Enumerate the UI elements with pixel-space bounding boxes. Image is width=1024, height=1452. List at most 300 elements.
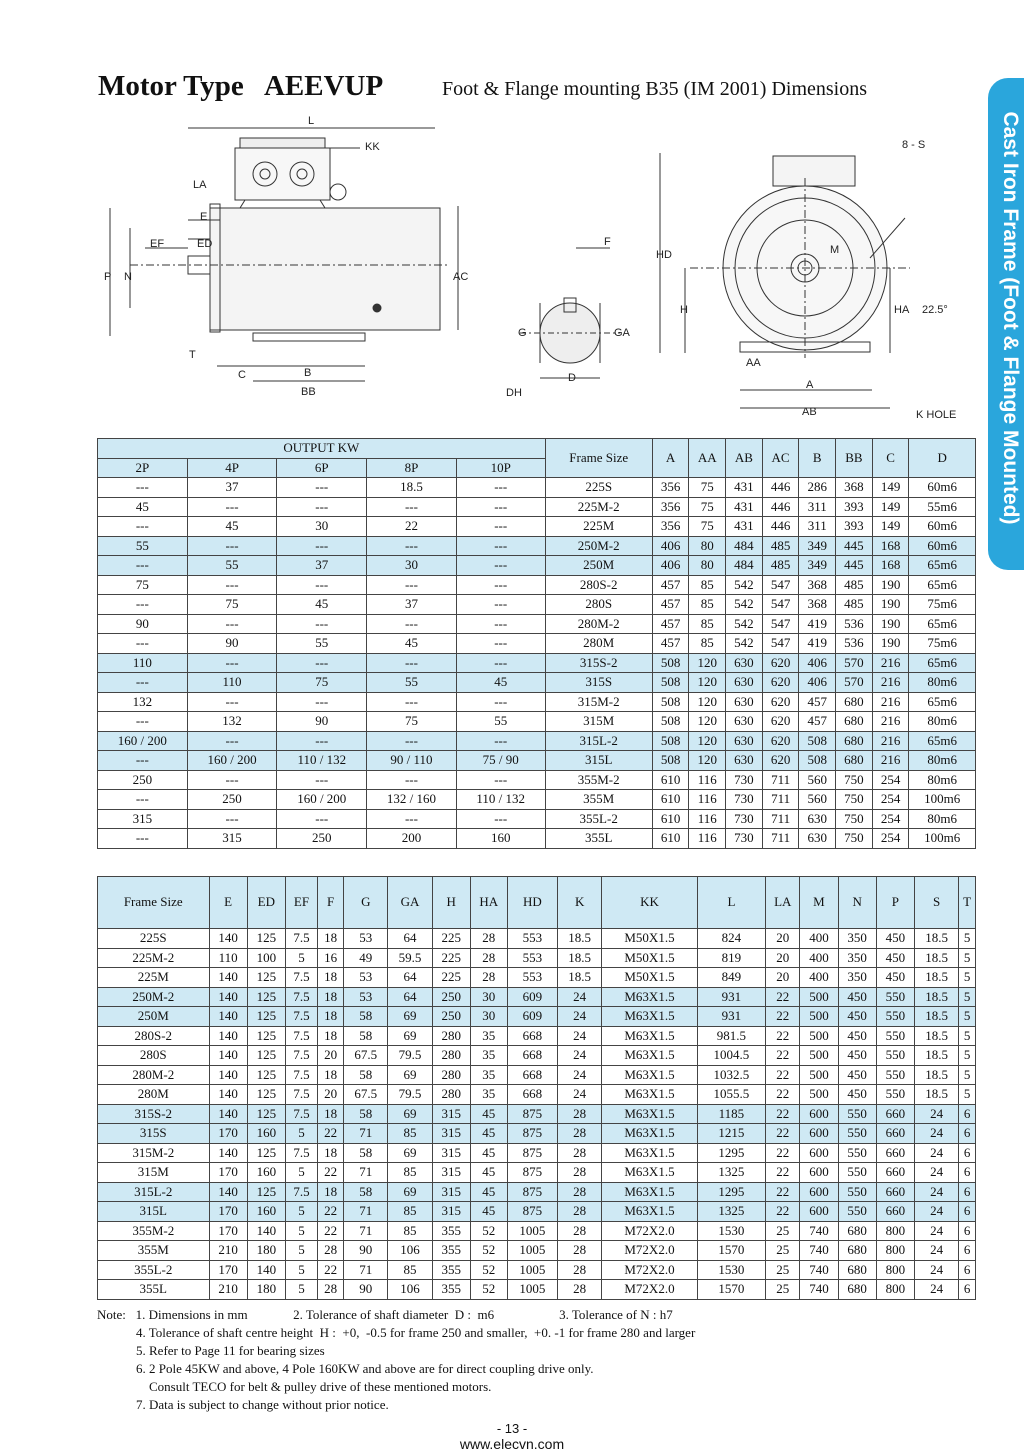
table-cell: 630: [726, 673, 763, 693]
table-cell: 125: [247, 1065, 285, 1085]
table-cell: 85: [388, 1163, 432, 1183]
table-cell: 22: [766, 987, 800, 1007]
table-cell: 125: [247, 1026, 285, 1046]
note-line: 5. Refer to Page 11 for bearing sizes: [97, 1343, 325, 1358]
table-cell: ---: [456, 731, 545, 751]
table-cell: 55: [456, 712, 545, 732]
table-cell: 225: [432, 968, 470, 988]
table-cell: 28: [318, 1241, 344, 1261]
table-cell: 668: [507, 1046, 557, 1066]
table-cell: 500: [800, 1007, 838, 1027]
table-cell: 250: [432, 1007, 470, 1027]
table-cell: 5: [285, 1202, 317, 1222]
table-cell: 311: [799, 517, 836, 537]
table-cell: 64: [388, 987, 432, 1007]
table-cell: 28: [558, 1241, 602, 1261]
table-cell: 125: [247, 1143, 285, 1163]
table-cell: 508: [652, 731, 689, 751]
table-cell: 630: [726, 751, 763, 771]
table-header-cell: ED: [247, 877, 285, 929]
table-cell: 100m6: [909, 829, 976, 849]
table-cell: 450: [876, 948, 914, 968]
table-cell: 7.5: [285, 968, 317, 988]
table-cell: 65m6: [909, 575, 976, 595]
table-cell: 355: [432, 1221, 470, 1241]
table-cell: 680: [836, 731, 873, 751]
table-cell: 6: [959, 1221, 976, 1241]
table-cell: 85: [388, 1202, 432, 1222]
label-G: G: [518, 327, 527, 339]
table-cell: 25: [766, 1221, 800, 1241]
table-cell: 250: [277, 829, 367, 849]
table-cell: 80: [689, 536, 726, 556]
table-cell: 45: [187, 517, 277, 537]
table-cell: 446: [762, 478, 799, 498]
table-cell: 160: [247, 1202, 285, 1222]
table-cell: ---: [367, 614, 457, 634]
table-cell: 35: [470, 1046, 507, 1066]
table-cell: 60m6: [909, 536, 976, 556]
table-cell: ---: [98, 751, 188, 771]
table-cell: 250M: [98, 1007, 210, 1027]
table-cell: 30: [277, 517, 367, 537]
table-cell: 315S-2: [98, 1104, 210, 1124]
table-cell: 446: [762, 517, 799, 537]
table-cell: 800: [876, 1260, 914, 1280]
table-cell: 6: [959, 1280, 976, 1300]
label-BB: BB: [301, 386, 316, 398]
label-C: C: [238, 369, 246, 381]
table-cell: 280: [432, 1065, 470, 1085]
table-cell: 600: [800, 1163, 838, 1183]
table-cell: 52: [470, 1260, 507, 1280]
table-row: [98, 790, 976, 810]
table-cell: ---: [367, 809, 457, 829]
table-cell: 18.5: [558, 948, 602, 968]
table-cell: 800: [876, 1221, 914, 1241]
table-cell: 80m6: [909, 712, 976, 732]
table-cell: 149: [872, 478, 909, 498]
table-cell: 1032.5: [697, 1065, 765, 1085]
table-cell: 75: [689, 517, 726, 537]
table-cell: 20: [318, 1046, 344, 1066]
table-cell: 90: [277, 712, 367, 732]
table-cell: 457: [652, 575, 689, 595]
table-cell: 1005: [507, 1280, 557, 1300]
table-cell: 750: [836, 770, 873, 790]
frame-dimensions-table: [97, 876, 976, 1300]
table-cell: 22: [318, 1124, 344, 1144]
table-cell: 5: [285, 1124, 317, 1144]
table-cell: 800: [876, 1241, 914, 1261]
table-cell: 824: [697, 929, 765, 949]
table-cell: 553: [507, 948, 557, 968]
table-cell: 668: [507, 1026, 557, 1046]
table-cell: 149: [872, 517, 909, 537]
table-cell: 286: [799, 478, 836, 498]
table-header-cell: HD: [507, 877, 557, 929]
table-cell: 24: [558, 1026, 602, 1046]
table-cell: 160 / 200: [98, 731, 188, 751]
table-cell: 71: [344, 1221, 388, 1241]
table-cell: 630: [799, 829, 836, 849]
pole-header: 4P: [187, 458, 277, 478]
table-cell: 55: [187, 556, 277, 576]
table-cell: 75: [277, 673, 367, 693]
table-cell: 37: [187, 478, 277, 498]
label-S: 8 - S: [902, 139, 926, 151]
table-cell: 18.5: [914, 1046, 958, 1066]
table-cell: 680: [838, 1221, 876, 1241]
table-cell: 67.5: [344, 1085, 388, 1105]
table-cell: 356: [652, 517, 689, 537]
table-cell: 485: [762, 536, 799, 556]
table-cell: 225: [432, 929, 470, 949]
table-cell: 355: [432, 1280, 470, 1300]
table-cell: 630: [726, 692, 763, 712]
table-cell: 550: [876, 1065, 914, 1085]
table-cell: ---: [98, 829, 188, 849]
table-cell: 6: [959, 1241, 976, 1261]
table-cell: 28: [558, 1280, 602, 1300]
table-cell: 315: [432, 1163, 470, 1183]
table-cell: 60m6: [909, 517, 976, 537]
table-cell: 225S: [545, 478, 652, 498]
table-cell: 100: [247, 948, 285, 968]
table-cell: 450: [838, 1085, 876, 1105]
side-tab-label: Cast Iron Frame (Foot & Flange Mounted): [999, 111, 1022, 525]
table-row: [98, 1280, 976, 1300]
table-cell: 71: [344, 1260, 388, 1280]
table-cell: 5: [285, 1260, 317, 1280]
table-cell: 79.5: [388, 1046, 432, 1066]
table-cell: 485: [762, 556, 799, 576]
table-cell: 1530: [697, 1221, 765, 1241]
table-cell: ---: [187, 731, 277, 751]
table-cell: 65m6: [909, 614, 976, 634]
table-cell: 355: [432, 1241, 470, 1261]
table-cell: 69: [388, 1065, 432, 1085]
table-cell: 85: [388, 1124, 432, 1144]
table-row: [98, 1143, 976, 1163]
table-cell: 22: [367, 517, 457, 537]
table-cell: 668: [507, 1065, 557, 1085]
table-cell: 28: [558, 1143, 602, 1163]
table-cell: 355M: [98, 1241, 210, 1261]
table-row: [98, 829, 976, 849]
table-cell: 547: [762, 575, 799, 595]
pole-header: 6P: [277, 458, 367, 478]
table-cell: ---: [456, 809, 545, 829]
table-cell: 65m6: [909, 692, 976, 712]
table-cell: 22: [318, 1163, 344, 1183]
label-HD: HD: [656, 249, 672, 261]
table-cell: 18.5: [914, 987, 958, 1007]
table-row: [98, 595, 976, 615]
table-cell: 315M: [545, 712, 652, 732]
table-cell: 85: [689, 614, 726, 634]
table-cell: 660: [876, 1202, 914, 1222]
table-cell: 280M-2: [545, 614, 652, 634]
table-cell: 508: [652, 692, 689, 712]
table-cell: ---: [187, 536, 277, 556]
table-cell: 18: [318, 968, 344, 988]
table-cell: 500: [800, 1046, 838, 1066]
table-cell: 28: [558, 1202, 602, 1222]
motor-side-view: [110, 128, 458, 381]
table-cell: 28: [558, 1182, 602, 1202]
table-cell: 484: [726, 556, 763, 576]
label-T: T: [189, 349, 196, 361]
table-cell: M63X1.5: [602, 1085, 697, 1105]
table-cell: 355L: [545, 829, 652, 849]
table-cell: M72X2.0: [602, 1241, 697, 1261]
table-cell: 25: [766, 1260, 800, 1280]
table-cell: 24: [558, 1046, 602, 1066]
table-cell: 355M: [545, 790, 652, 810]
table-cell: 75m6: [909, 634, 976, 654]
table-cell: 315S: [545, 673, 652, 693]
shaft-section: [520, 248, 620, 378]
table-cell: 110 / 132: [277, 751, 367, 771]
table-cell: ---: [367, 536, 457, 556]
table-cell: 450: [876, 929, 914, 949]
table-cell: 550: [876, 1026, 914, 1046]
table-cell: ---: [187, 614, 277, 634]
table-cell: 80m6: [909, 770, 976, 790]
table-cell: 180: [247, 1280, 285, 1300]
table-cell: 125: [247, 1085, 285, 1105]
table-cell: 355L-2: [98, 1260, 210, 1280]
table-cell: 315M-2: [545, 692, 652, 712]
table-cell: 28: [470, 968, 507, 988]
table-cell: 508: [799, 731, 836, 751]
table-cell: 5: [285, 1221, 317, 1241]
label-HA: HA: [894, 304, 910, 316]
table-cell: 210: [209, 1280, 247, 1300]
table-cell: ---: [367, 731, 457, 751]
table-cell: 170: [209, 1221, 247, 1241]
table-cell: 406: [652, 556, 689, 576]
table-cell: ---: [456, 614, 545, 634]
table-cell: 120: [689, 692, 726, 712]
table-cell: 680: [838, 1241, 876, 1261]
table-cell: 6: [959, 1202, 976, 1222]
table-cell: 5: [285, 1280, 317, 1300]
table-row: [98, 478, 976, 498]
table-cell: 315L-2: [98, 1182, 210, 1202]
table-cell: M63X1.5: [602, 1182, 697, 1202]
table-cell: 18.5: [914, 1085, 958, 1105]
table-cell: 18: [318, 929, 344, 949]
table-row: [98, 751, 976, 771]
table-cell: 7.5: [285, 929, 317, 949]
table-cell: ---: [367, 770, 457, 790]
table-cell: 80m6: [909, 751, 976, 771]
table-cell: 58: [344, 1065, 388, 1085]
table1-header-cell: C: [872, 439, 909, 478]
table-row: [98, 536, 976, 556]
table-cell: ---: [98, 712, 188, 732]
table-cell: 69: [388, 1007, 432, 1027]
table-cell: ---: [277, 731, 367, 751]
table-cell: 1005: [507, 1221, 557, 1241]
table-cell: 547: [762, 634, 799, 654]
table-header-cell: L: [697, 877, 765, 929]
table-cell: 45: [470, 1202, 507, 1222]
table-cell: 7.5: [285, 1007, 317, 1027]
table-cell: 24: [914, 1221, 958, 1241]
table-cell: 225M: [98, 968, 210, 988]
table-cell: 445: [836, 556, 873, 576]
table-cell: 110: [209, 948, 247, 968]
table-cell: ---: [277, 653, 367, 673]
table-cell: 90: [98, 614, 188, 634]
table-cell: 280: [432, 1026, 470, 1046]
table-cell: 620: [762, 653, 799, 673]
label-K-hole: K HOLE: [916, 409, 957, 421]
table-cell: 560: [799, 790, 836, 810]
table-cell: 125: [247, 1007, 285, 1027]
table-header-cell: LA: [766, 877, 800, 929]
table-cell: 140: [247, 1260, 285, 1280]
table-cell: 225M-2: [98, 948, 210, 968]
table-cell: ---: [187, 575, 277, 595]
table-cell: 24: [914, 1104, 958, 1124]
table-cell: 20: [766, 948, 800, 968]
table-cell: M63X1.5: [602, 1046, 697, 1066]
table-cell: 85: [388, 1221, 432, 1241]
table-cell: 1004.5: [697, 1046, 765, 1066]
table-cell: 58: [344, 1007, 388, 1027]
table-cell: 120: [689, 751, 726, 771]
table-cell: 355M-2: [545, 770, 652, 790]
table-cell: 250: [187, 790, 277, 810]
table-cell: 750: [836, 790, 873, 810]
table-cell: 740: [800, 1280, 838, 1300]
table-cell: 80m6: [909, 809, 976, 829]
table-cell: 740: [800, 1221, 838, 1241]
table-cell: 254: [872, 770, 909, 790]
table-cell: 1185: [697, 1104, 765, 1124]
table-header-cell: EF: [285, 877, 317, 929]
table-cell: 500: [800, 1085, 838, 1105]
table-cell: 24: [914, 1163, 958, 1183]
table-cell: 931: [697, 987, 765, 1007]
table-header-cell: Frame Size: [98, 877, 210, 929]
table-row: [98, 614, 976, 634]
pole-header: 2P: [98, 458, 188, 478]
table-cell: 59.5: [388, 948, 432, 968]
table-cell: 406: [652, 536, 689, 556]
table-cell: 350: [838, 968, 876, 988]
table-cell: 216: [872, 653, 909, 673]
side-tab: [988, 78, 1024, 570]
table-cell: 1215: [697, 1124, 765, 1144]
table-cell: 120: [689, 653, 726, 673]
table-cell: 485: [836, 575, 873, 595]
table-cell: 668: [507, 1085, 557, 1105]
table-cell: 45: [277, 595, 367, 615]
table-cell: 5: [959, 1046, 976, 1066]
table-cell: 22: [766, 1182, 800, 1202]
table-cell: 190: [872, 575, 909, 595]
table-cell: 24: [558, 1007, 602, 1027]
label-M: M: [830, 244, 840, 256]
table-cell: 600: [800, 1182, 838, 1202]
table-cell: 680: [836, 751, 873, 771]
table-cell: 25: [766, 1241, 800, 1261]
table-cell: ---: [456, 556, 545, 576]
table-cell: 280S: [98, 1046, 210, 1066]
table-cell: 550: [838, 1143, 876, 1163]
table-cell: 547: [762, 614, 799, 634]
table-cell: M63X1.5: [602, 1026, 697, 1046]
table-cell: ---: [98, 595, 188, 615]
table-cell: 500: [800, 1065, 838, 1085]
table-cell: 450: [838, 1007, 876, 1027]
table-cell: 24: [914, 1182, 958, 1202]
table-cell: 250: [432, 987, 470, 1007]
table-cell: 356: [652, 478, 689, 498]
table-cell: 22: [766, 1163, 800, 1183]
table-cell: 5: [959, 1065, 976, 1085]
table-cell: 140: [209, 1007, 247, 1027]
table-cell: 355M-2: [98, 1221, 210, 1241]
table-cell: 280: [432, 1085, 470, 1105]
table-cell: 711: [762, 829, 799, 849]
table-cell: 53: [344, 929, 388, 949]
table-cell: 125: [247, 1104, 285, 1124]
label-KK: KK: [365, 141, 380, 153]
table-cell: 190: [872, 634, 909, 654]
table-cell: 22: [766, 1124, 800, 1144]
table-cell: 170: [209, 1260, 247, 1280]
table-cell: 730: [726, 790, 763, 810]
table-cell: 149: [872, 497, 909, 517]
table-cell: 1055.5: [697, 1085, 765, 1105]
table-cell: 55: [98, 536, 188, 556]
table-cell: 315L: [545, 751, 652, 771]
table-cell: 457: [799, 692, 836, 712]
table1-header-cell: B: [799, 439, 836, 478]
table-header-cell: G: [344, 877, 388, 929]
table-cell: 7.5: [285, 987, 317, 1007]
table-cell: 18.5: [914, 1007, 958, 1027]
table-cell: 450: [838, 1065, 876, 1085]
table-cell: 140: [247, 1221, 285, 1241]
table-cell: 315L: [98, 1202, 210, 1222]
table-header-cell: K: [558, 877, 602, 929]
table-cell: 25: [766, 1280, 800, 1300]
note-line: Consult TECO for belt & pulley drive of these mentioned motors.: [97, 1379, 492, 1394]
table-cell: 45: [470, 1104, 507, 1124]
table-cell: 660: [876, 1143, 914, 1163]
table-cell: 660: [876, 1124, 914, 1144]
website: www.elecvn.com: [459, 1436, 565, 1452]
table-cell: 620: [762, 751, 799, 771]
table-cell: 170: [209, 1124, 247, 1144]
label-GA: GA: [614, 327, 630, 339]
table-row: [98, 1007, 976, 1027]
table-cell: 431: [726, 517, 763, 537]
table-cell: 160: [247, 1163, 285, 1183]
table-cell: 1325: [697, 1163, 765, 1183]
table-cell: 5: [959, 1007, 976, 1027]
table-cell: 315S-2: [545, 653, 652, 673]
table-cell: 450: [838, 1046, 876, 1066]
table-cell: 254: [872, 809, 909, 829]
